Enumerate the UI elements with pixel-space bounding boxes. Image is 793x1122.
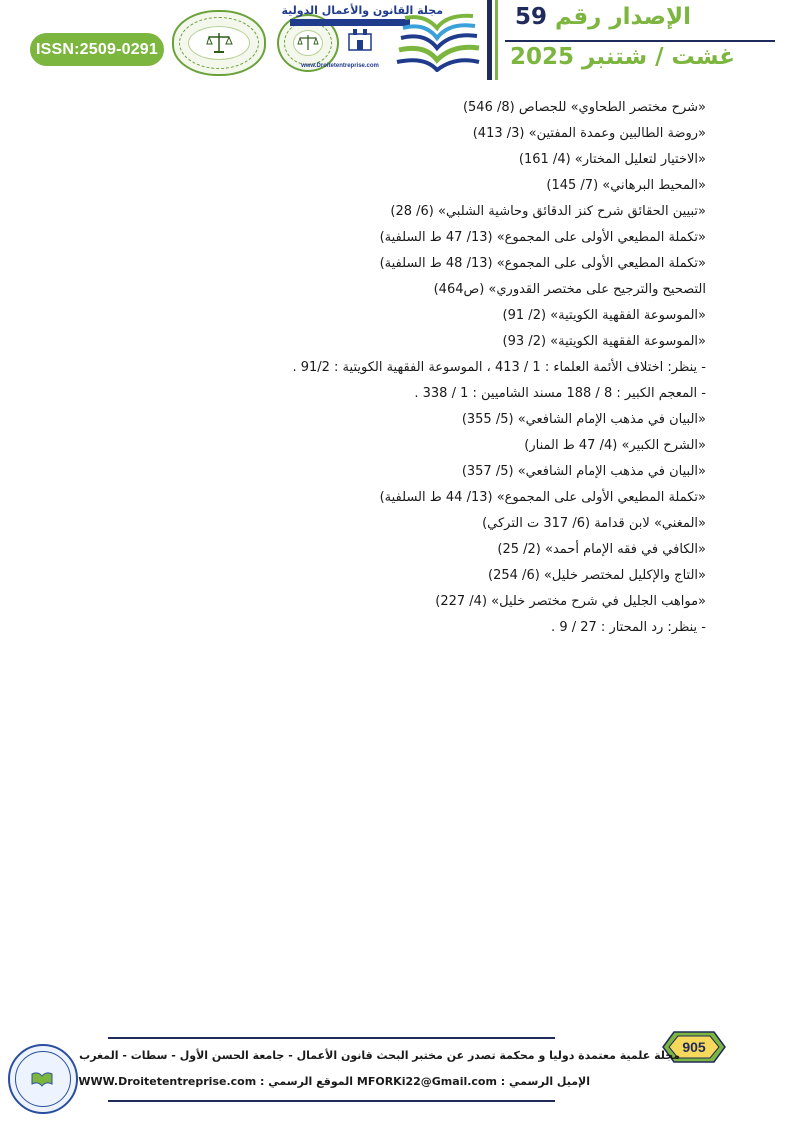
header-divider-green (495, 0, 498, 80)
open-book-icon (395, 10, 480, 72)
email-label: الإميل الرسمي : (500, 1075, 590, 1088)
issue-date: غشت / شتنبر 2025 (510, 44, 735, 70)
header-rule (505, 40, 775, 42)
footnote-line: «شرح مختصر الطحاوي» للجصاص (8/ 546) (462, 100, 706, 115)
footnote-line: - المعجم الكبير : 8 / 188 مسند الشاميين : 1 / 338 . (414, 386, 706, 401)
footnote-line: «البيان في مذهب الإمام الشافعي» (5/ 355) (461, 412, 706, 427)
journal-subtitle-bar (290, 19, 410, 26)
footer-rule-top (108, 1037, 555, 1039)
footnote-line: التصحيح والترجيح على مختصر القدوري» (ص464) (433, 282, 706, 297)
issn-badge: ISSN:2509-0291 (30, 33, 164, 66)
footer-rule-bottom (108, 1100, 555, 1102)
website-link[interactable]: WWW.Droitetentreprise.com (78, 1075, 257, 1088)
scales-of-justice-icon (205, 31, 233, 55)
email-address[interactable]: MFORKi22@Gmail.com (356, 1075, 497, 1088)
open-book-icon (30, 1068, 54, 1088)
footnote-line: «التاج والإكليل لمختصر خليل» (6/ 254) (488, 568, 706, 583)
footnote-line: «البيان في مذهب الإمام الشافعي» (5/ 357) (461, 464, 706, 479)
issue-label: الإصدار رقم (555, 4, 692, 30)
footnote-line: - ينظر: اختلاف الأئمة العلماء : 1 / 413 ، الموسوعة الفقهية الكويتية : 91/2 . (292, 360, 706, 375)
issue-number: 59 (515, 4, 548, 30)
footnote-line: «مواهب الجليل في شرح مختصر خليل» (4/ 227) (435, 594, 706, 609)
scales-of-justice-icon (297, 33, 319, 53)
footnote-line: «تكملة المطيعي الأولى على المجموع» (13/ 48 ط السلفية) (379, 256, 706, 271)
footnote-line: «تكملة المطيعي الأولى على المجموع» (13/ 44 ط السلفية) (379, 490, 706, 505)
journal-website-small: www.Droitetentreprise.com (301, 63, 379, 69)
journal-title: مجلة القانون والأعمال الدولية (281, 4, 443, 17)
footnote-line: «الشرح الكبير» (4/ 47 ط المنار) (524, 438, 706, 453)
footnote-line: «تبيين الحقائق شرح كنز الدقائق وحاشية الشلبي» (6/ 28) (390, 204, 706, 219)
footnote-line: «الكافي في فقه الإمام أحمد» (2/ 25) (497, 542, 706, 557)
footnote-line: «الاختيار لتعليل المختار» (4/ 161) (518, 152, 706, 167)
footer-contact (78, 1075, 590, 1088)
site-label: الموقع الرسمي : (260, 1075, 354, 1088)
footnote-line: «المحيط البرهاني» (7/ 145) (546, 178, 706, 193)
footnote-line: «روضة الطالبين وعمدة المفتين» (3/ 413) (472, 126, 706, 141)
footnote-line: «الموسوعة الفقهية الكويتية» (2/ 91) (502, 308, 706, 323)
footer-journal-description: مجلة علمية معتمدة دوليا و محكمة تصدر عن مختبر البحث قانون الأعمال - جامعة الحسن الأول - سطات - المغرب (79, 1049, 680, 1062)
footnote-line: «المغني» لابن قدامة (6/ 317 ت التركي) (482, 516, 706, 531)
university-crest-icon (345, 26, 375, 54)
research-lab-logo (172, 10, 266, 76)
page-number: 905 (682, 1039, 706, 1055)
issue-title (515, 4, 775, 30)
editor-seal-logo (8, 1044, 78, 1114)
header-divider-navy (487, 0, 492, 80)
footnote-line: «تكملة المطيعي الأولى على المجموع» (13/ 47 ط السلفية) (379, 230, 706, 245)
footnote-line: «الموسوعة الفقهية الكويتية» (2/ 93) (502, 334, 706, 349)
footnote-line: - ينظر: رد المحتار : 27 / 9 . (551, 620, 706, 635)
